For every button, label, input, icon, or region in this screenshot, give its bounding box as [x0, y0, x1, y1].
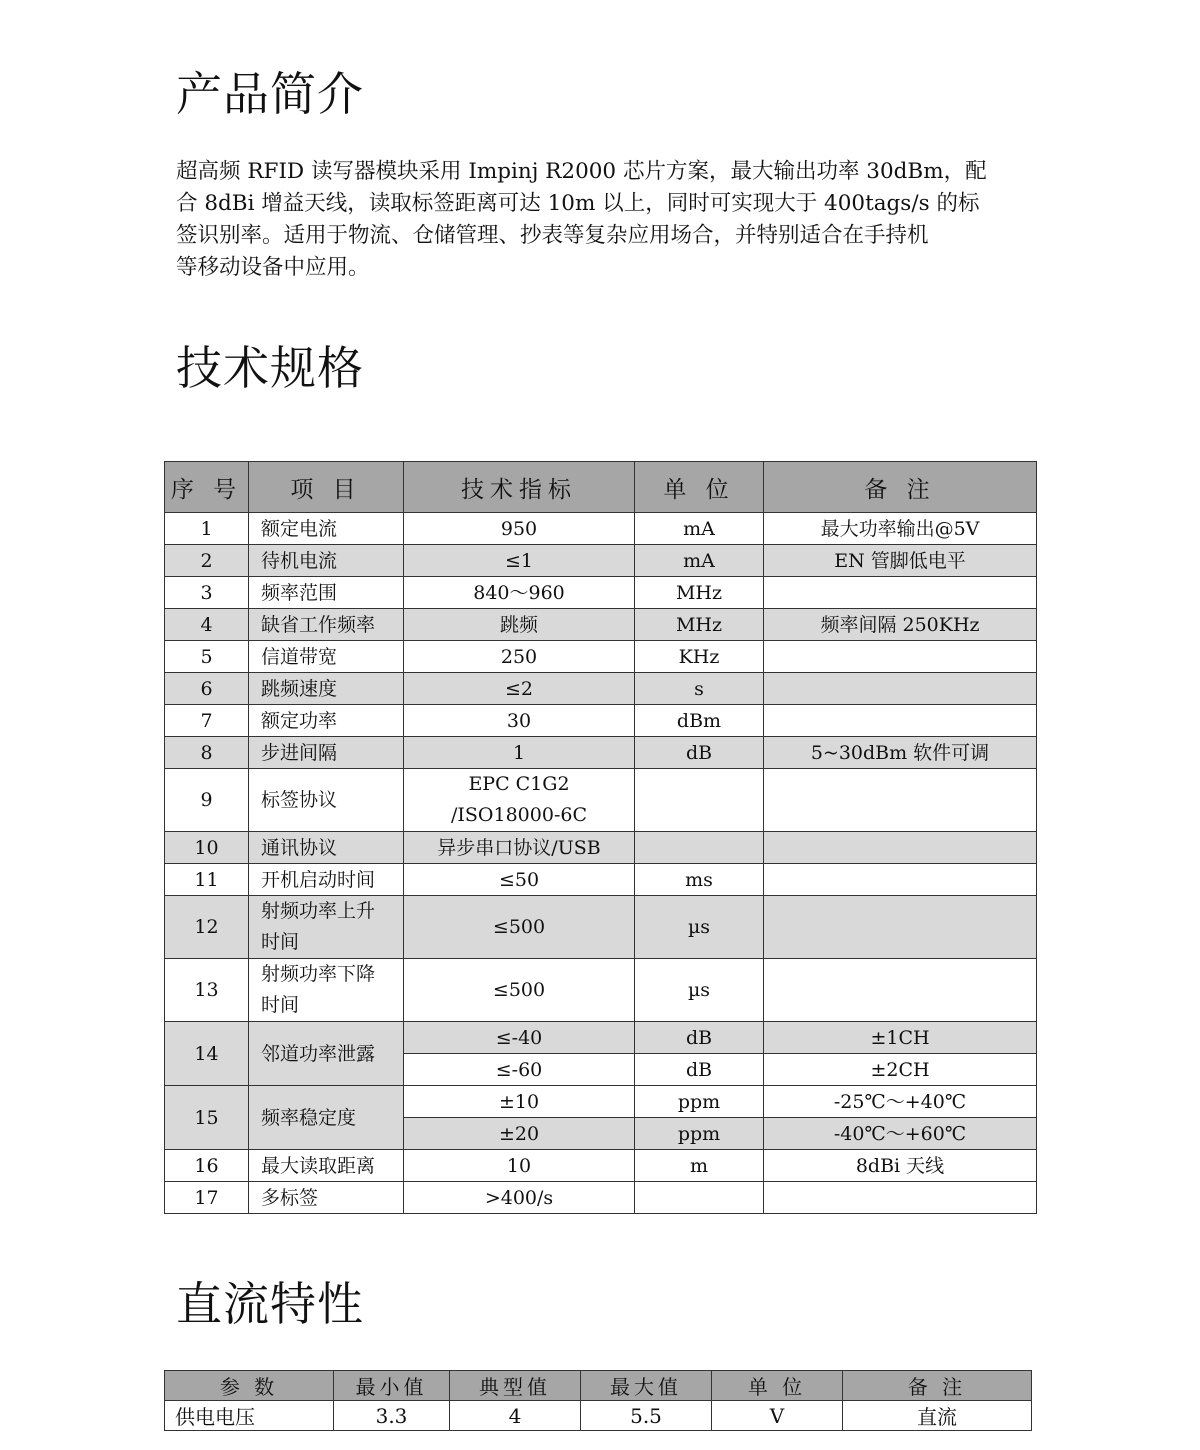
cell-unit: mA: [635, 545, 764, 577]
cell-unit: dB: [635, 737, 764, 769]
header-note: 备 注: [843, 1371, 1032, 1401]
cell-unit: m: [635, 1150, 764, 1182]
cell-note: 最大功率输出@5V: [764, 513, 1037, 545]
cell-note: 频率间隔 250KHz: [764, 609, 1037, 641]
cell-no: 3: [165, 577, 249, 609]
table-row: [165, 864, 1037, 896]
cell-value: 950: [404, 513, 635, 545]
spec-table: [164, 461, 1037, 1214]
table-row: [165, 896, 1037, 959]
cell-item: 多标签: [249, 1182, 404, 1214]
cell-note: 直流: [843, 1401, 1032, 1431]
cell-note: EN 管脚低电平: [764, 545, 1037, 577]
section-title-spec: 技术规格: [176, 341, 364, 395]
cell-value: 异步串口协议/USB: [404, 832, 635, 864]
cell-no: 12: [165, 896, 249, 959]
table-row: [165, 1182, 1037, 1214]
intro-line: 超高频 RFID 读写器模块采用 Impinj R2000 芯片方案，最大输出功率 30dBm，配: [176, 159, 987, 184]
table-row: [165, 609, 1037, 641]
cell-item: 额定电流: [249, 513, 404, 545]
cell-no: 15: [165, 1086, 249, 1150]
cell-note: [764, 705, 1037, 737]
cell-value: 跳频: [404, 609, 635, 641]
cell-param: 供电电压: [165, 1401, 334, 1431]
cell-value: ±20: [404, 1118, 635, 1150]
cell-no: 7: [165, 705, 249, 737]
cell-note: [764, 769, 1037, 832]
header-unit: 单 位: [635, 462, 764, 513]
cell-unit: MHz: [635, 577, 764, 609]
cell-no: 10: [165, 832, 249, 864]
cell-value: 250: [404, 641, 635, 673]
header-value: 技术指标: [404, 462, 635, 513]
cell-note: 8dBi 天线: [764, 1150, 1037, 1182]
cell-value: ≤50: [404, 864, 635, 896]
cell-unit: [635, 1182, 764, 1214]
cell-min: 3.3: [334, 1401, 450, 1431]
cell-value: ±10: [404, 1086, 635, 1118]
cell-unit: dB: [635, 1054, 764, 1086]
cell-item: 开机启动时间: [249, 864, 404, 896]
cell-note: [764, 959, 1037, 1022]
cell-no: 6: [165, 673, 249, 705]
cell-note: [764, 896, 1037, 959]
cell-unit: ppm: [635, 1086, 764, 1118]
cell-unit: ppm: [635, 1118, 764, 1150]
table-row: [165, 577, 1037, 609]
cell-no: 14: [165, 1022, 249, 1086]
cell-item: 额定功率: [249, 705, 404, 737]
cell-item-line: 射频功率下降: [261, 963, 376, 985]
cell-note: ±1CH: [764, 1022, 1037, 1054]
table-row: [165, 1401, 1032, 1431]
cell-value: 840～960: [404, 577, 635, 609]
header-max: 最大值: [581, 1371, 712, 1401]
cell-note: -25℃～+40℃: [764, 1086, 1037, 1118]
table-row: [165, 959, 1037, 1022]
cell-note: -40℃～+60℃: [764, 1118, 1037, 1150]
cell-unit: mA: [635, 513, 764, 545]
header-min: 最小值: [334, 1371, 450, 1401]
header-typ: 典型值: [450, 1371, 581, 1401]
cell-note: [764, 673, 1037, 705]
cell-no: 9: [165, 769, 249, 832]
cell-item: 邻道功率泄露: [249, 1022, 404, 1086]
header-note: 备 注: [764, 462, 1037, 513]
table-row: [165, 513, 1037, 545]
cell-unit: MHz: [635, 609, 764, 641]
cell-value-line: EPC C1G2: [468, 773, 570, 795]
cell-unit: [635, 769, 764, 832]
header-param: 参 数: [165, 1371, 334, 1401]
cell-no: 2: [165, 545, 249, 577]
cell-item: 信道带宽: [249, 641, 404, 673]
dc-table: [164, 1370, 1032, 1431]
cell-no: 16: [165, 1150, 249, 1182]
cell-note: [764, 864, 1037, 896]
cell-unit: V: [712, 1401, 843, 1431]
cell-item: 待机电流: [249, 545, 404, 577]
cell-note: [764, 1182, 1037, 1214]
cell-value: >400/s: [404, 1182, 635, 1214]
cell-item: [249, 959, 404, 1022]
table-row: [165, 705, 1037, 737]
cell-item: [249, 896, 404, 959]
section-title-intro: 产品简介: [176, 67, 364, 121]
table-row: [165, 1150, 1037, 1182]
cell-item-line: 时间: [261, 994, 300, 1016]
intro-line: 合 8dBi 增益天线，读取标签距离可达 10m 以上，同时可实现大于 400tags/s 的标: [176, 191, 980, 216]
cell-value-line: /ISO18000-6C: [451, 804, 587, 826]
cell-note: [764, 577, 1037, 609]
cell-unit: dBm: [635, 705, 764, 737]
cell-value: ≤2: [404, 673, 635, 705]
cell-value: ≤-60: [404, 1054, 635, 1086]
cell-item: 最大读取距离: [249, 1150, 404, 1182]
cell-value: ≤1: [404, 545, 635, 577]
cell-note: [764, 641, 1037, 673]
cell-no: 8: [165, 737, 249, 769]
header-item: 项 目: [249, 462, 404, 513]
cell-unit: s: [635, 673, 764, 705]
table-row: [165, 673, 1037, 705]
cell-max: 5.5: [581, 1401, 712, 1431]
cell-unit: ms: [635, 864, 764, 896]
cell-no: 5: [165, 641, 249, 673]
cell-no: 17: [165, 1182, 249, 1214]
cell-unit: dB: [635, 1022, 764, 1054]
header-no: 序 号: [165, 462, 249, 513]
cell-item: 步进间隔: [249, 737, 404, 769]
cell-unit: µs: [635, 896, 764, 959]
section-title-dc: 直流特性: [176, 1277, 364, 1331]
intro-line: 签识别率。适用于物流、仓储管理、抄表等复杂应用场合，并特别适合在手持机: [176, 223, 929, 248]
intro-line: 等移动设备中应用。: [176, 255, 370, 280]
cell-note: 5~30dBm 软件可调: [764, 737, 1037, 769]
cell-value: 1: [404, 737, 635, 769]
dc-header-row: [165, 1371, 1032, 1401]
cell-item-line: 时间: [261, 931, 300, 953]
cell-value: [404, 769, 635, 832]
table-row: [165, 769, 1037, 832]
cell-value: 10: [404, 1150, 635, 1182]
table-row: [165, 641, 1037, 673]
cell-note: [764, 832, 1037, 864]
cell-value: ≤-40: [404, 1022, 635, 1054]
cell-item: 缺省工作频率: [249, 609, 404, 641]
cell-value: 30: [404, 705, 635, 737]
cell-value: ≤500: [404, 896, 635, 959]
cell-unit: [635, 832, 764, 864]
spec-header-row: [165, 462, 1037, 513]
cell-no: 4: [165, 609, 249, 641]
cell-value: ≤500: [404, 959, 635, 1022]
table-row: [165, 1086, 1037, 1118]
table-row: [165, 545, 1037, 577]
cell-item: 频率范围: [249, 577, 404, 609]
cell-item: 标签协议: [249, 769, 404, 832]
cell-unit: KHz: [635, 641, 764, 673]
cell-note: ±2CH: [764, 1054, 1037, 1086]
cell-typ: 4: [450, 1401, 581, 1431]
table-row: [165, 832, 1037, 864]
cell-item: 频率稳定度: [249, 1086, 404, 1150]
header-unit: 单 位: [712, 1371, 843, 1401]
intro-paragraph: [176, 156, 1028, 284]
cell-no: 1: [165, 513, 249, 545]
cell-no: 13: [165, 959, 249, 1022]
cell-unit: µs: [635, 959, 764, 1022]
table-row: [165, 737, 1037, 769]
cell-item-line: 射频功率上升: [261, 900, 376, 922]
cell-item: 跳频速度: [249, 673, 404, 705]
table-row: [165, 1022, 1037, 1054]
cell-no: 11: [165, 864, 249, 896]
cell-item: 通讯协议: [249, 832, 404, 864]
